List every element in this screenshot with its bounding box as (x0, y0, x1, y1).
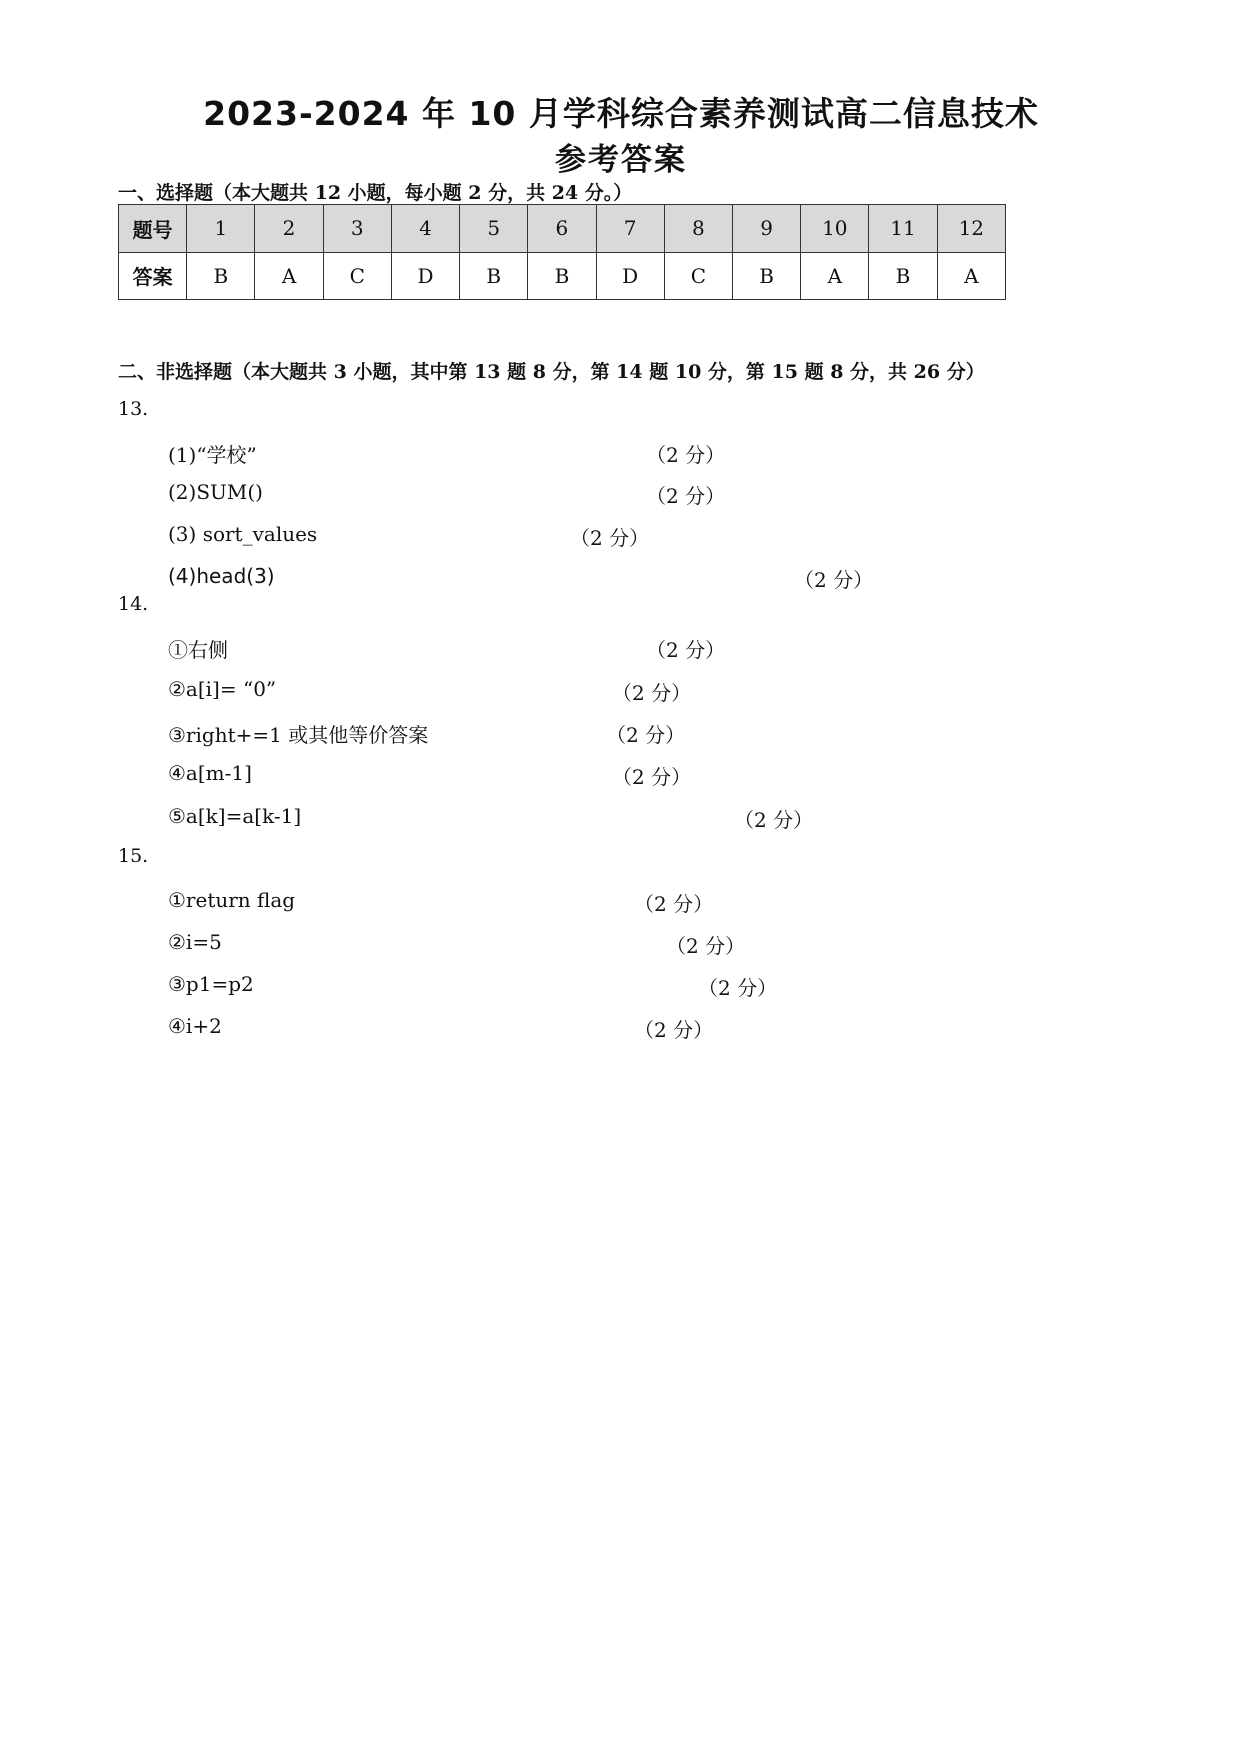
q14-score-3: （2 分） (606, 723, 686, 747)
answer-cell: B (528, 252, 596, 300)
question-number-cell: 4 (391, 205, 459, 253)
page-subtitle: 参考答案 (555, 142, 687, 178)
q14-score-2: （2 分） (612, 681, 692, 705)
q15-score-3: （2 分） (698, 976, 778, 1000)
question-15-number: 15. (118, 845, 149, 867)
question-number-cell: 5 (460, 205, 528, 253)
question-number-cell: 1 (187, 205, 255, 253)
q14-score-4: （2 分） (612, 765, 692, 789)
answer-cell: D (391, 252, 459, 300)
q15-answer-3: ③p1=p2 (168, 972, 254, 996)
question-number-cell: 11 (869, 205, 937, 253)
question-number-cell: 10 (801, 205, 869, 253)
q15-answer-2: ②i=5 (168, 930, 222, 954)
q14-score-5: （2 分） (734, 808, 814, 832)
q14-score-1: （2 分） (646, 638, 726, 662)
question-number-label: 题号 (119, 205, 187, 253)
q13-score-3: （2 分） (570, 526, 650, 550)
answer-cell: A (937, 252, 1005, 300)
answer-cell: C (323, 252, 391, 300)
q13-answer-3: (3) sort_values (168, 522, 318, 546)
q14-answer-4: ④a[m-1] (168, 761, 252, 785)
question-number-cell: 8 (664, 205, 732, 253)
answer-row (119, 252, 1006, 300)
answer-cell: B (732, 252, 800, 300)
question-13-number: 13. (118, 398, 149, 420)
q15-score-1: （2 分） (634, 892, 714, 916)
answer-table (118, 204, 1006, 300)
answer-cell: C (664, 252, 732, 300)
answer-cell: D (596, 252, 664, 300)
question-number-cell: 3 (323, 205, 391, 253)
question-number-cell: 2 (255, 205, 323, 253)
q14-answer-5: ⑤a[k]=a[k-1] (168, 804, 302, 828)
section-heading-free-response: 二、非选择题（本大题共 3 小题，其中第 13 题 8 分，第 14 题 10 分，第 15 题 8 分，共 26 分） (118, 361, 985, 383)
q15-answer-1: ①return flag (168, 888, 296, 912)
q15-score-2: （2 分） (666, 934, 746, 958)
answer-cell: B (460, 252, 528, 300)
question-number-cell: 7 (596, 205, 664, 253)
question-number-cell: 9 (732, 205, 800, 253)
question-number-cell: 6 (528, 205, 596, 253)
q13-score-2: （2 分） (646, 484, 726, 508)
q13-score-4: （2 分） (794, 568, 874, 592)
answer-cell: A (801, 252, 869, 300)
answer-cell: B (187, 252, 255, 300)
q14-answer-1: ①右侧 (168, 638, 228, 662)
section-heading-multiple-choice: 一、选择题（本大题共 12 小题，每小题 2 分，共 24 分。） (118, 182, 633, 204)
q13-answer-4: (4)head(3) (168, 564, 275, 588)
question-number-row (119, 205, 1006, 253)
q15-score-4: （2 分） (634, 1018, 714, 1042)
answer-cell: B (869, 252, 937, 300)
answer-cell: A (255, 252, 323, 300)
q14-answer-3: ③right+=1 或其他等价答案 (168, 723, 429, 747)
q13-answer-2: (2)SUM() (168, 480, 263, 504)
page-title: 2023-2024 年 10 月学科综合素养测试高二信息技术 (203, 94, 1039, 133)
question-14-number: 14. (118, 593, 149, 615)
question-number-cell: 12 (937, 205, 1005, 253)
q14-answer-2: ②a[i]= “0” (168, 677, 277, 701)
q13-answer-1: (1)“学校” (168, 443, 257, 467)
q13-score-1: （2 分） (646, 443, 726, 467)
q15-answer-4: ④i+2 (168, 1014, 222, 1038)
answer-label: 答案 (119, 252, 187, 300)
